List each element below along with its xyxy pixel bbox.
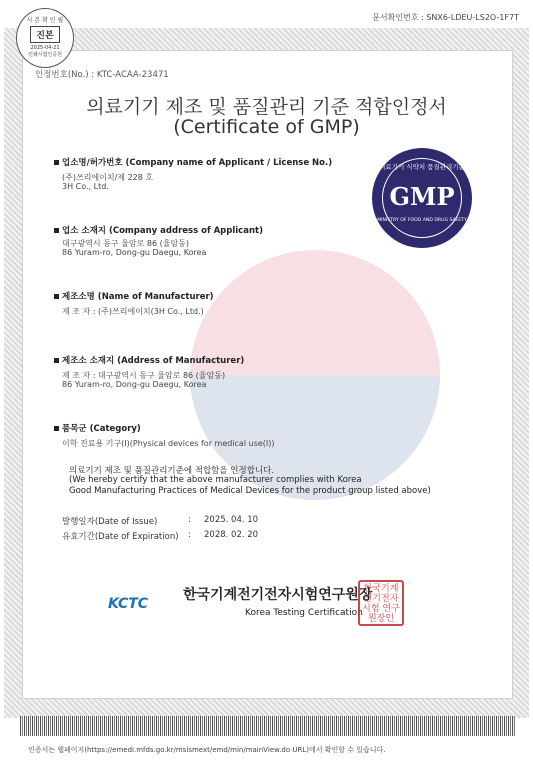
section-mfr-address-title: 제조소 소재지 (Address of Manufacturer): [54, 354, 244, 366]
expiration-date-value: 2028. 02. 20: [204, 530, 259, 540]
issuer-name-korean: 한국기계전기전자시험연구원장: [183, 587, 373, 603]
mfr-address-line-1: 제 조 자 : 대구광역시 동구 율암로 86 (율암동): [62, 371, 226, 380]
section-manufacturer-title: 제조소명 (Name of Manufacturer): [54, 290, 214, 302]
footer-verification-note: 인증서는 웹페이지(https://emedi.mfds.go.kr/msismext/emd/min/mainView.do URL)에서 확인할 수 있습니다.: [28, 746, 386, 754]
issue-date-colon: :: [188, 515, 191, 525]
ktc-logo: KCTC: [108, 596, 149, 612]
official-red-seal: 한국기계 전기전자시험 연구원장인: [358, 580, 404, 626]
applicant-line-2: 3H Co., Ltd.: [62, 182, 109, 191]
declaration-en-2: Good Manufacturing Practices of Medical Devices for the product group listed above): [69, 486, 431, 496]
applicant-line-1: (주)쓰리에이치/제 228 호: [62, 173, 154, 182]
issue-date-value: 2025. 04. 10: [204, 515, 259, 525]
title-english: (Certificate of GMP): [173, 116, 360, 138]
title-korean: 의료기기 제조 및 품질관리 기준 적합인정서: [86, 96, 447, 118]
expiration-date-label: 유효기간(Date of Expiration): [62, 532, 179, 542]
section-applicant-title: 업소명/허가번호 (Company name of Applicant / License No.): [54, 156, 332, 168]
declaration-ko: 의료기기 제조 및 품질관리기준에 적합함을 인정합니다.: [69, 466, 275, 476]
authenticity-stamp: [16, 8, 74, 68]
stamp-label: 진본: [30, 26, 59, 43]
taegeuk-watermark: [190, 250, 440, 500]
section-category-title: 품목군 (Category): [54, 422, 141, 434]
gmp-seal-logo: GMP: [389, 182, 455, 211]
issuer-name-english: Korea Testing Certification: [245, 608, 363, 618]
declaration-en-1: (We hereby certify that the above manufacturer complies with Korea: [69, 475, 362, 485]
verification-barcode: [20, 716, 515, 736]
section-address-title: 업소 소재지 (Company address of Applicant): [54, 224, 263, 236]
gmp-seal: [372, 148, 472, 248]
address-line-2: 86 Yuram-ro, Dong-gu Daegu, Korea: [62, 248, 207, 257]
gmp-seal-top-text: 의료기기 식약처 품질관리기준: [379, 163, 465, 171]
document-confirmation-number: 문서확인번호 : SNX6-LDEU-LS2O-1F7T: [372, 13, 519, 22]
certificate-number: 인정번호(No.) : KTC-ACAA-23471: [35, 70, 169, 80]
address-line-1: 대구광역시 동구 율암로 86 (율암동): [62, 239, 190, 248]
category-line-1: 이학 진료용 기구(I)(Physical devices for medical use(I)): [62, 439, 275, 448]
gmp-seal-bottom-text: MINISTRY OF FOOD AND DRUG SAFETY: [377, 218, 467, 223]
issue-date-label: 발행일자(Date of Issue): [62, 517, 158, 527]
stamp-line1: 사 본 확 인 필: [26, 17, 64, 24]
stamp-date: 2025-04-21: [30, 45, 60, 51]
stamp-line3: 인쇄시험인증원: [28, 52, 62, 58]
mfr-address-line-2: 86 Yuram-ro, Dong-gu Daegu, Korea: [62, 380, 207, 389]
manufacturer-line-1: 제 조 자 : (주)쓰리에이치(3H Co., Ltd.): [62, 307, 204, 316]
expiration-date-colon: :: [188, 530, 191, 540]
